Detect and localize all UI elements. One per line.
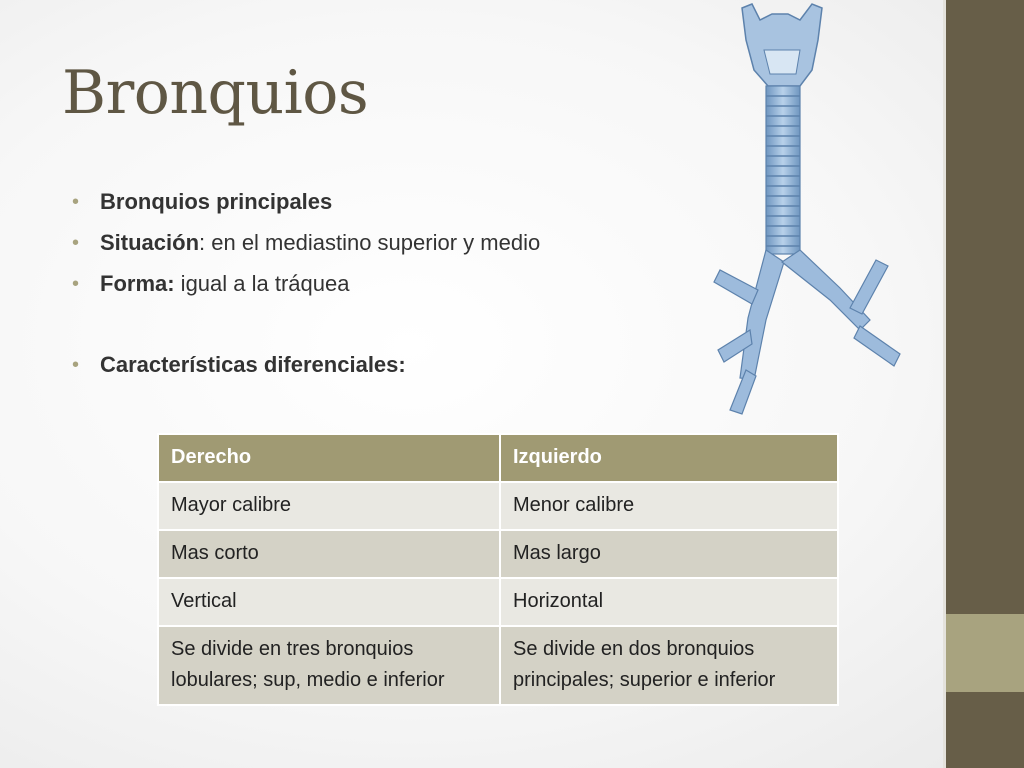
bullet-item-forma — [72, 268, 540, 309]
table-cell: Horizontal — [500, 578, 838, 626]
column-header-izquierdo: Izquierdo — [500, 434, 838, 482]
bullet-item-bronquios-principales — [72, 186, 540, 227]
table-row — [158, 530, 838, 578]
slide-title: Bronquios — [62, 58, 369, 128]
bullet-bold-text: Forma: — [100, 271, 175, 296]
bullet-dot-icon: • — [72, 354, 80, 376]
table-cell: Se divide en dos bronquios principales; superior e inferior — [500, 626, 838, 705]
table-row — [158, 626, 838, 705]
larynx-shape — [742, 4, 822, 86]
bullet-bold-text: Bronquios principales — [100, 189, 333, 214]
bullet-dot-icon: • — [72, 232, 80, 254]
table-row — [158, 482, 838, 530]
bullet-dot-icon: • — [72, 191, 80, 213]
table-cell: Mayor calibre — [158, 482, 500, 530]
bullet-text: igual a la tráquea — [174, 271, 350, 296]
table-cell: Mas largo — [500, 530, 838, 578]
bullet-list — [72, 186, 540, 390]
table-cell: Se divide en tres bronquios lobulares; sup, medio e inferior — [158, 626, 500, 705]
comparison-table — [157, 433, 839, 706]
bullet-dot-icon: • — [72, 273, 80, 295]
table-cell: Menor calibre — [500, 482, 838, 530]
bullet-bold-text: Situación — [100, 230, 200, 255]
trachea-bronchi-illustration — [700, 0, 920, 425]
bullet-item-situacion — [72, 227, 540, 268]
bullet-text: : en el mediastino superior y medio — [199, 230, 541, 255]
table-cell: Mas corto — [158, 530, 500, 578]
table-header-row — [158, 434, 838, 482]
column-header-derecho: Derecho — [158, 434, 500, 482]
table-cell: Vertical — [158, 578, 500, 626]
right-bronchus-shape — [714, 250, 784, 414]
left-bronchus-shape — [782, 250, 900, 366]
sidebar-accent-block — [946, 614, 1024, 692]
trachea-shape — [766, 86, 800, 254]
bullet-bold-text: Características diferenciales: — [100, 352, 406, 377]
bullet-item-caracteristicas — [72, 349, 540, 390]
table-row — [158, 578, 838, 626]
